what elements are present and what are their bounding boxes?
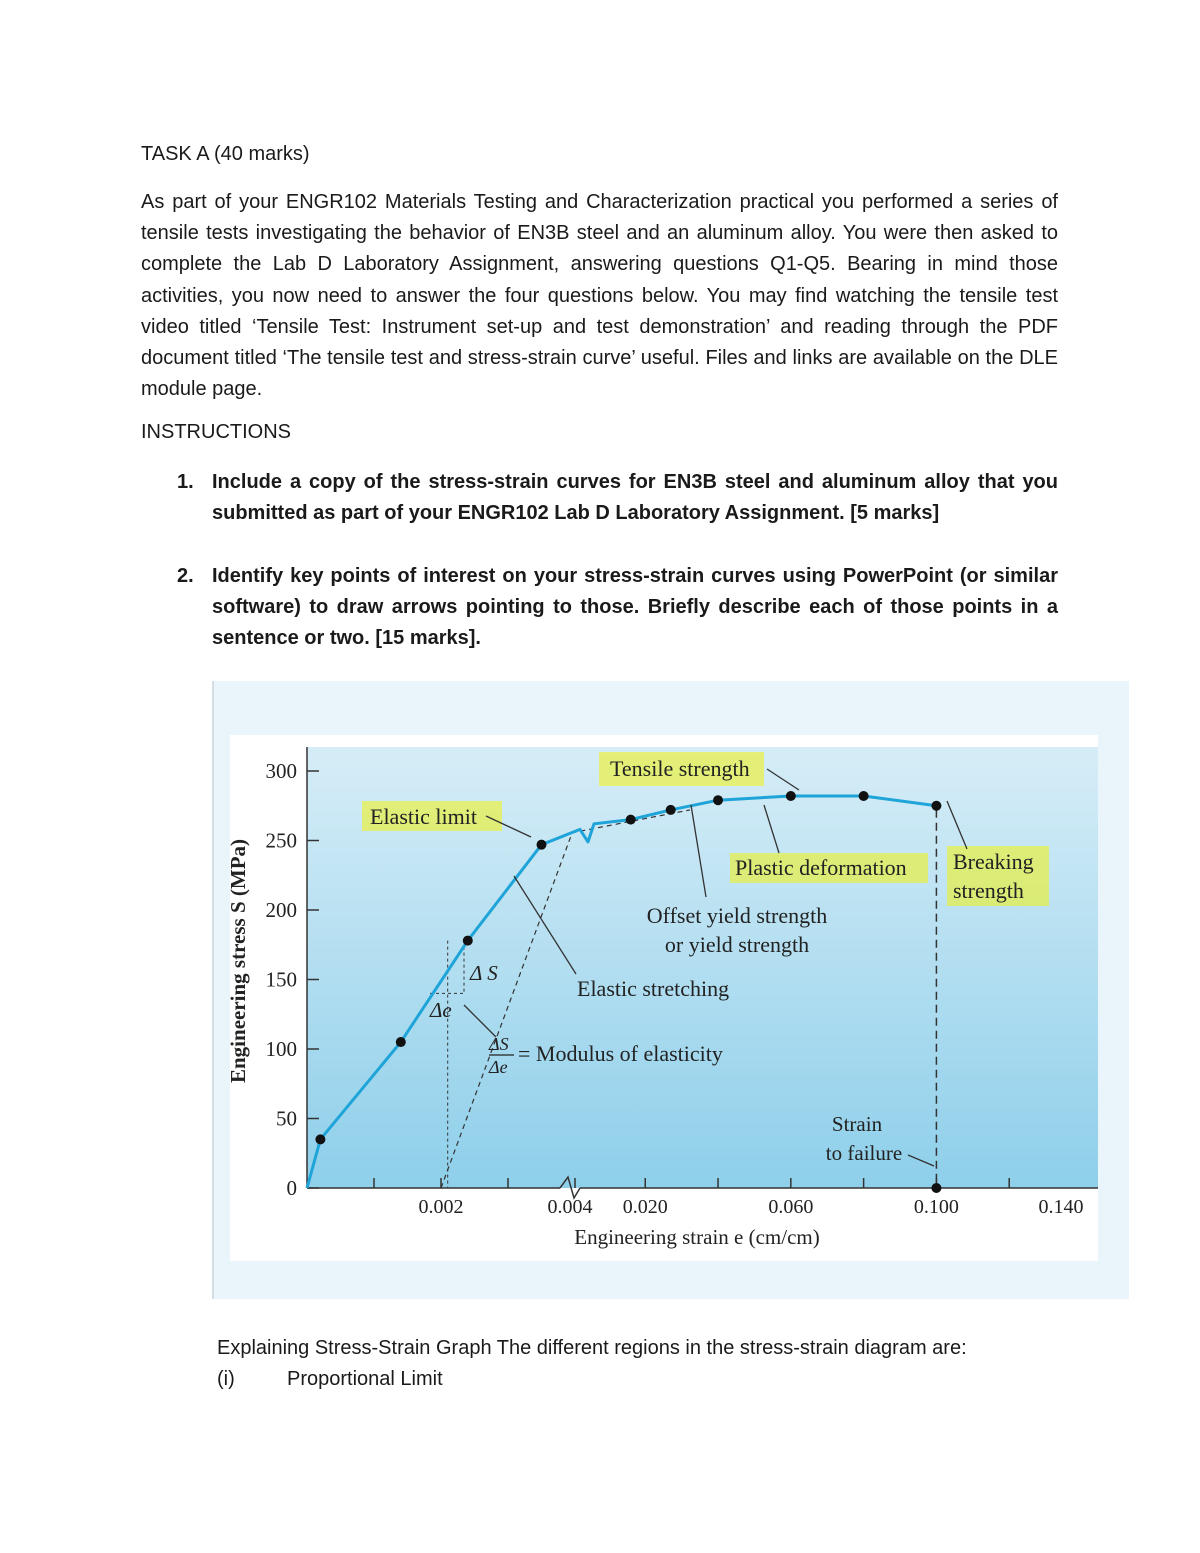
- item-number: 2.: [177, 565, 194, 587]
- instruction-item-2: [177, 561, 1058, 655]
- instructions-heading: INSTRUCTIONS: [141, 421, 291, 443]
- item-text: Identify key points of interest on your stress-strain curves using PowerPoint (or similar software) to draw arrows pointing to those. Briefly describe each of those points in a sentence or two. [15 marks].: [212, 565, 1058, 650]
- y-tick-label: 300: [265, 759, 297, 783]
- item-text: Include a copy of the stress-strain curves for EN3B steel and aluminum alloy that you submitted as part of your ENGR102 Lab D Laboratory Assignment. [5 marks]: [212, 471, 1058, 525]
- elastic-limit-label: Elastic limit: [370, 804, 477, 829]
- instruction-item-1: [177, 467, 1058, 529]
- y-tick-label: 250: [265, 828, 297, 853]
- data-point: [666, 805, 676, 815]
- delta-e-label: Δe: [430, 998, 452, 1022]
- x-tick-label: 0.100: [913, 1196, 959, 1218]
- data-point: [537, 840, 547, 850]
- strain-to-failure-line2: to failure: [825, 1141, 903, 1165]
- item-number: 1.: [177, 471, 194, 493]
- strain-to-failure-line1: Strain: [831, 1112, 883, 1136]
- data-point: [396, 1037, 406, 1047]
- delta-s-label: Δ S: [470, 961, 498, 985]
- breaking-strength-label-line2: strength: [953, 878, 1024, 903]
- list-item-proportional-limit: [217, 1364, 967, 1395]
- modulus-numerator: ΔS: [489, 1034, 509, 1054]
- data-point: [315, 1134, 325, 1144]
- failure-point: [931, 1183, 941, 1193]
- x-tick-label: 0.060: [768, 1196, 814, 1218]
- plastic-deformation-label: Plastic deformation: [735, 855, 907, 880]
- tensile-strength-label: Tensile strength: [610, 756, 750, 781]
- task-title: TASK A (40 marks): [141, 143, 310, 165]
- x-tick-label: 0.002: [418, 1196, 464, 1218]
- data-point: [713, 795, 723, 805]
- explanation-heading: Explaining Stress-Strain Graph The different regions in the stress-strain diagram are:: [217, 1337, 967, 1359]
- stress-strain-chart: [212, 681, 1129, 1299]
- intro-paragraph: As part of your ENGR102 Materials Testing and Characterization practical you performed a series of tensile tests investigating the behavior of EN3B steel and an aluminum alloy. You were then asked to complete the Lab D Laboratory Assignment, answering questions Q1-Q5. Bearing in mind those activities, you now need to answer the four questions below. You may find watching the tensile test video titled ‘Tensile Test: Instrument set-up and test demonstration’ and reading through the PDF document titled ‘The tensile test and stress-strain curve’ useful. Files and links are available on the DLE module page.: [141, 191, 1058, 401]
- y-tick-label: 200: [265, 898, 297, 922]
- x-tick-label: 0.140: [1038, 1196, 1084, 1218]
- list-item-roman: (i): [217, 1368, 235, 1391]
- explanation-section: [217, 1333, 967, 1395]
- x-tick-label: 0.004: [547, 1196, 593, 1218]
- data-point: [859, 791, 869, 801]
- breaking-strength-label-line1: Breaking: [953, 849, 1034, 874]
- offset-yield-label-line1: Offset yield strength: [646, 903, 828, 928]
- elastic-stretching-label: Elastic stretching: [577, 976, 730, 1001]
- offset-yield-label-line2: or yield strength: [664, 932, 810, 957]
- data-point: [626, 815, 636, 825]
- y-axis-label: Engineering stress S (MPa): [226, 838, 250, 1084]
- data-point: [931, 801, 941, 811]
- y-tick-label: 50: [276, 1106, 297, 1131]
- list-item-label: Proportional Limit: [287, 1368, 443, 1391]
- x-axis-label: Engineering strain e (cm/cm): [574, 1225, 820, 1249]
- y-tick-label: 100: [265, 1037, 297, 1061]
- x-tick-label: 0.020: [622, 1196, 668, 1218]
- y-tick-label: 150: [265, 967, 297, 992]
- modulus-label: = Modulus of elasticity: [518, 1041, 723, 1066]
- data-point: [786, 791, 796, 801]
- y-tick-label: 0: [286, 1176, 297, 1200]
- modulus-denominator: Δe: [489, 1057, 508, 1077]
- data-point: [463, 936, 473, 946]
